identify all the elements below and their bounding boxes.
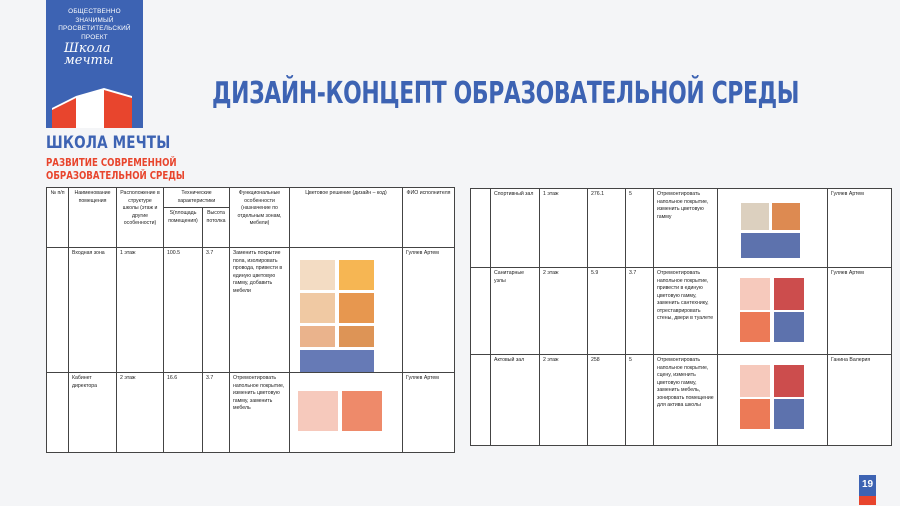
row-room: Спортивный зал (491, 189, 540, 268)
color-swatch (300, 326, 335, 347)
logo-script-text: Школа мечты (64, 41, 114, 68)
color-swatch (740, 399, 770, 429)
brand-subtitle-line-2: ОБРАЗОВАТЕЛЬНОЙ СРЕДЫ (46, 169, 185, 182)
row-area: 276.1 (588, 189, 626, 268)
color-swatch (339, 293, 374, 323)
row-func: Отремонтировать напольное покрытие, привести в единую цветовую гамму, заменить сантехнику, отреставрировать стены, двери в туалете (654, 268, 718, 355)
row-func: Отремонтировать напольное покрытие, сцену, изменить цветовую гамму, заменить мебель, зонировать помещение для актива школы (654, 355, 718, 446)
row-floor: 2 этаж (540, 355, 588, 446)
color-swatch (774, 278, 804, 310)
brand-subtitle-line-1: РАЗВИТИЕ СОВРЕМЕННОЙ (46, 157, 177, 169)
color-swatch (740, 312, 770, 342)
color-swatch (774, 365, 804, 397)
table-row (47, 248, 455, 373)
row-floor: 1 этаж (117, 248, 164, 373)
color-swatch (342, 391, 382, 431)
header-func: Функциональные особенности (назначение по отдельным зонам, мебели) (230, 188, 290, 248)
page-number-label: 19 (861, 479, 874, 490)
row-func: Отремонтировать напольное покрытие, изменить цветовую гамму (654, 189, 718, 268)
row-room: Актовый зал (491, 355, 540, 446)
color-swatches (290, 248, 403, 373)
design-table-right (470, 188, 892, 446)
row-area: 100.5 (164, 248, 203, 373)
header-area: S(площадь помещения) (164, 208, 203, 248)
page-number (859, 475, 876, 505)
logo-project-line: ОБЩЕСТВЕННО ЗНАЧИМЫЙ ПРОСВЕТИТЕЛЬСКИЙ ПРОЕКТ (58, 8, 131, 41)
row-func: Заменить покрытие пола, изолировать провода, привести в единую цветовую гамму, добавить мебели (230, 248, 290, 373)
row-floor: 1 этаж (540, 189, 588, 268)
color-swatch (298, 391, 338, 431)
row-floor: 2 этаж (540, 268, 588, 355)
row-height: 3.7 (203, 248, 230, 373)
row-area: 258 (588, 355, 626, 446)
row-person: Гуляев Артем (828, 268, 892, 355)
color-swatch (740, 278, 770, 310)
color-swatches (718, 268, 828, 355)
design-table-left (46, 187, 455, 453)
row-person: Ганина Валерия (828, 355, 892, 446)
page-title: ДИЗАЙН-КОНЦЕПТ ОБРАЗОВАТЕЛЬНОЙ СРЕДЫ (212, 76, 800, 111)
color-swatch (741, 203, 769, 230)
table-row (471, 189, 892, 268)
row-area: 16.6 (164, 373, 203, 453)
color-swatch (339, 260, 374, 290)
row-height: 5 (626, 355, 654, 446)
row-func: Отремонтировать напольное покрытие, изменить цветовую гамму, заменить мебель (230, 373, 290, 453)
color-swatch (339, 326, 374, 347)
brand-subtitle (46, 157, 185, 182)
row-room: Санитарные узлы (491, 268, 540, 355)
color-swatch (300, 293, 335, 323)
table-row (471, 268, 892, 355)
header-room: Наименование помещения (69, 188, 117, 248)
color-swatch (774, 312, 804, 342)
color-swatches (718, 189, 828, 268)
row-room: Входная зона (69, 248, 117, 373)
header-num: № п/п (47, 188, 69, 248)
row-height: 5 (626, 189, 654, 268)
color-swatches (718, 355, 828, 446)
table-row (47, 373, 455, 453)
header-person: ФИО исполнителя (403, 188, 455, 248)
brand-name: ШКОЛА МЕЧТЫ (46, 133, 171, 152)
header-tech: Технические характеристики (164, 188, 230, 208)
row-area: 5.9 (588, 268, 626, 355)
row-person: Гуляев Артем (828, 189, 892, 268)
color-swatch (300, 350, 374, 373)
header-height: Высота потолка (203, 208, 230, 248)
color-swatch (300, 260, 335, 290)
header-location: Расположение в структуре школы (этаж и другие особенности) (117, 188, 164, 248)
row-floor: 2 этаж (117, 373, 164, 453)
row-height: 3.7 (626, 268, 654, 355)
table-row (471, 355, 892, 446)
color-swatches (290, 373, 403, 453)
color-swatch (772, 203, 800, 230)
project-logo (46, 0, 143, 128)
row-person: Гуляев Артем (403, 373, 455, 453)
color-swatch (740, 365, 770, 397)
row-person: Гуляев Артем (403, 248, 455, 373)
header-color: Цветовое решение (дизайн – код) (290, 188, 403, 248)
page-number-accent (859, 496, 876, 505)
row-height: 3.7 (203, 373, 230, 453)
color-swatch (741, 233, 800, 258)
school-building-icon (46, 84, 143, 128)
row-room: Кабинет директора (69, 373, 117, 453)
color-swatch (774, 399, 804, 429)
